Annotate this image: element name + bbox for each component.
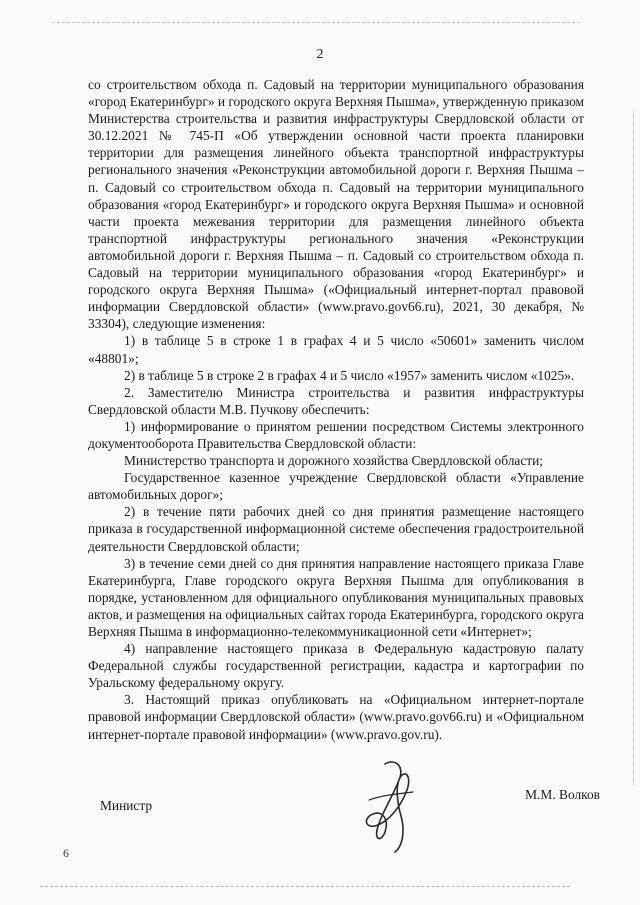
signer-title: Министр	[100, 798, 153, 813]
scan-edge-top	[52, 22, 580, 23]
paragraph-section-3: 3. Настоящий приказ опубликовать на «Официальном интернет-портале правовой информации Свердловской области» (www.pravo.gov66.ru) и «Официальном интернет-портале правовой информации» (www.pravo.gov.ru).	[88, 692, 584, 742]
paragraph-recipient-agency: Государственное казенное учреждение Свердловской области «Управление автомобильных дорог»;	[88, 470, 584, 503]
paragraph-item-1-2: 2) в таблице 5 в строке 2 в графах 4 и 5 число «1957» заменить числом «1025».	[124, 367, 575, 383]
scan-edge-right	[633, 110, 634, 785]
paragraph-continuation: со строительством обхода п. Садовый на территории муниципального образования «город Екатеринбург» и городского округа Верхняя Пышма», утвержденную приказом Министерства строительства и развития инфраструктуры Свердловской области от 30.12.2021 № 745-П «Об утверждении основной части проекта планировки территории для размещения линейного объекта транспортной инфраструктуры регионального значения «Реконструкции автомобильной дороги г. Верхняя Пышма – п. Садовый со строительством обхода п. Садовый на территории муниципального образования «город Екатеринбург» и городского округа Верхняя Пышма» и основной части проекта межевания территории для размещения линейного объекта транспортной инфраструктуры регионального значения «Реконструкции автомобильной дороги г. Верхняя Пышма – п. Садовый со строительством обхода п. Садовый на территории муниципального образования «город Екатеринбург» и городского округа Верхняя Пышма» («Официальный интернет-портал правовой информации Свердловской области» (www.pravo.gov66.ru), 2021, 30 декабря, № 33304), следующие изменения:	[88, 77, 584, 332]
signer-name: М.М. Волков	[525, 787, 600, 802]
corner-mark: 6	[63, 846, 69, 860]
signature-block	[100, 787, 600, 858]
page-number: 2	[316, 46, 324, 61]
scan-edge-bottom	[40, 886, 570, 887]
paragraph-item-1-1: 1) в таблице 5 в строке 1 в графах 4 и 5 число «50601» заменить числом «48801»;	[88, 333, 584, 366]
handwritten-signature	[355, 756, 425, 856]
document-body	[88, 76, 584, 743]
paragraph-item-2-1: 1) информирование о принятом решении посредством Системы электронного документооборота Правительства Свердловской области:	[88, 418, 584, 451]
paragraph-item-2-3: 3) в течение семи дней со дня принятия направление настоящего приказа Главе Екатеринбурга, Главе городского округа Верхняя Пышма для опубликования в порядке, установленном для официального опубликования муниципальных правовых актов, и размещения на официальных сайтах города Екатеринбурга, городского округа Верхняя Пышма в информационно-телекоммуникационной сети «Интернет»;	[88, 555, 584, 639]
paragraph-recipient-ministry: Министерство транспорта и дорожного хозяйства Свердловской области;	[124, 453, 544, 469]
paragraph-item-2-4: 4) направление настоящего приказа в Федеральную кадастровую палату Федеральной службы государственной регистрации, кадастра и картографии по Уральскому федеральному округу.	[88, 641, 584, 691]
paragraph-section-2: 2. Заместителю Министра строительства и развития инфраструктуры Свердловской области М.В. Пучкову обеспечить:	[88, 384, 584, 417]
paragraph-item-2-2: 2) в течение пяти рабочих дней со дня принятия размещение настоящего приказа в государственной информационной системе обеспечения градостроительной деятельности Свердловской области;	[88, 504, 584, 554]
